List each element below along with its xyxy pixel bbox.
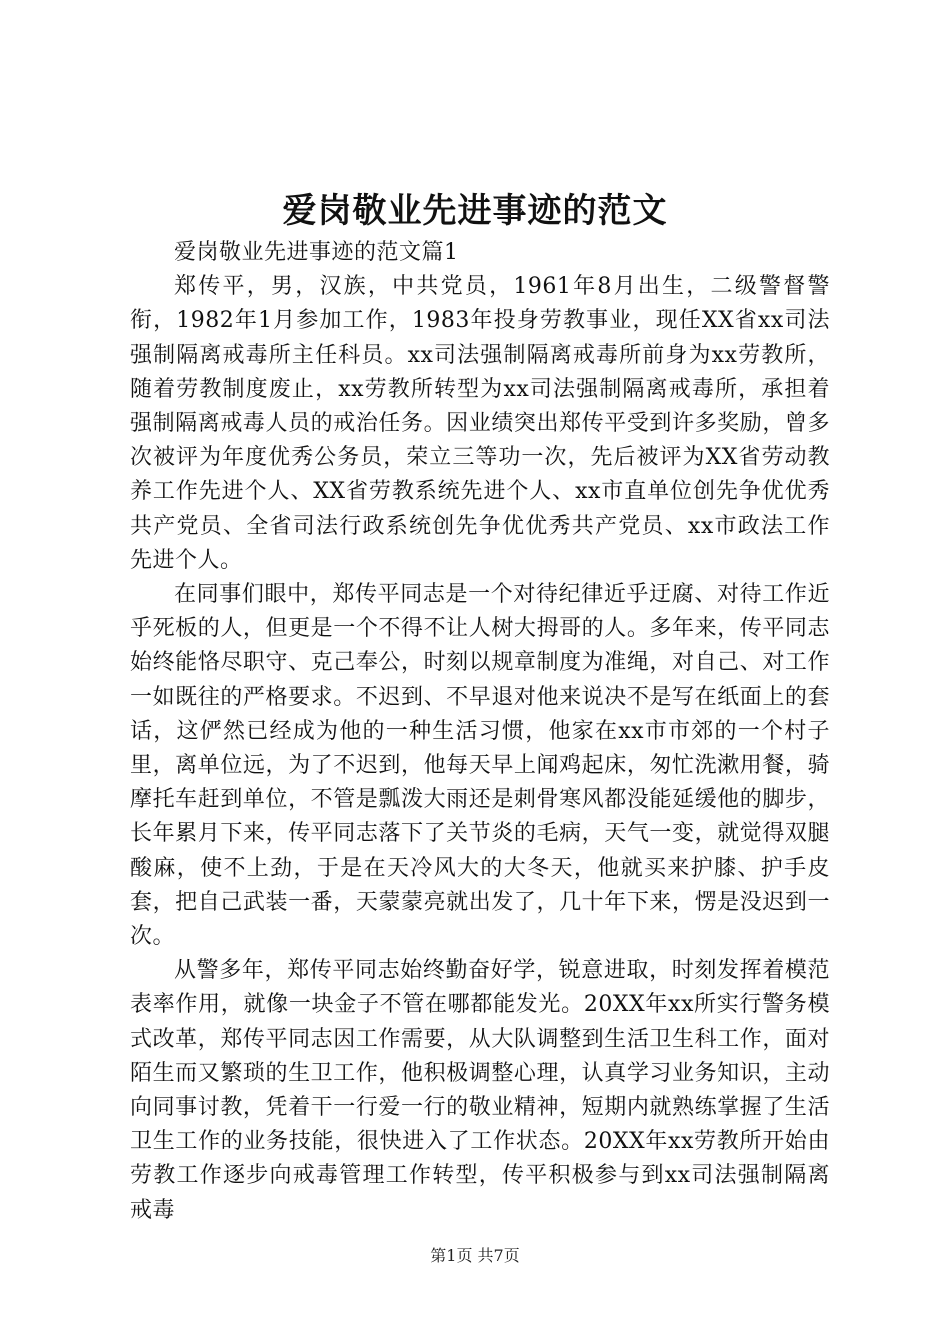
paragraph-3: 从警多年，郑传平同志始终勤奋好学，锐意进取，时刻发挥着模范表率作用，就像一块金子不管在哪都能发光。20XX年xx所实行警务模式改革，郑传平同志因工作需要，从大队调整到生活卫生科工作，面对陌生而又繁琐的生卫工作，他积极调整心理，认真学习业务知识，主动向同事讨教，凭着干一行爱一行的敬业精神，短期内就熟练掌握了生活卫生工作的业务技能，很快进入了工作状态。20XX年xx劳教所开始由劳教工作逐步向戒毒管理工作转型，传平积极参与到xx司法强制隔离戒毒 — [130, 958, 830, 1223]
page-number-footer: 第1页 共7页 — [430, 1246, 520, 1265]
document-body — [130, 236, 830, 1228]
paragraph-2: 在同事们眼中，郑传平同志是一个对待纪律近乎迂腐、对待工作近乎死板的人，但更是一个不得不让人树大拇哥的人。多年来，传平同志始终能恪尽职守、克己奉公，时刻以规章制度为准绳，对自己、对工作一如既往的严格要求。不迟到、不早退对他来说决不是写在纸面上的套话，这俨然已经成为他的一种生活习惯，他家在xx市市郊的一个村子里，离单位远，为了不迟到，他每天早上闻鸡起床，匆忙洗漱用餐，骑摩托车赶到单位，不管是瓢泼大雨还是刺骨寒风都没能延缓他的脚步，长年累月下来，传平同志落下了关节炎的毛病，天气一变，就觉得双腿酸麻，使不上劲，于是在天冷风大的大冬天，他就买来护膝、护手皮套，把自己武装一番，天蒙蒙亮就出发了，几十年下来，愣是没迟到一次。 — [130, 582, 830, 950]
section-subtitle: 爱岗敬业先进事迹的范文篇1 — [174, 240, 459, 265]
paragraph-1: 郑传平，男，汉族，中共党员，1961年8月出生，二级警督警衔，1982年1月参加工作，1983年投身劳教事业，现任XX省xx司法强制隔离戒毒所主任科员。xx司法强制隔离戒毒所前身为xx劳教所，随着劳教制度废止，xx劳教所转型为xx司法强制隔离戒毒所，承担着强制隔离戒毒人员的戒治任务。因业绩突出郑传平受到许多奖励，曾多次被评为年度优秀公务员，荣立三等功一次，先后被评为XX省劳动教养工作先进个人、XX省劳教系统先进个人、xx市直单位创先争优优秀共产党员、全省司法行政系统创先争优优秀共产党员、xx市政法工作先进个人。 — [130, 274, 830, 573]
document-title: 爱岗敬业先进事迹的范文 — [282, 191, 668, 231]
